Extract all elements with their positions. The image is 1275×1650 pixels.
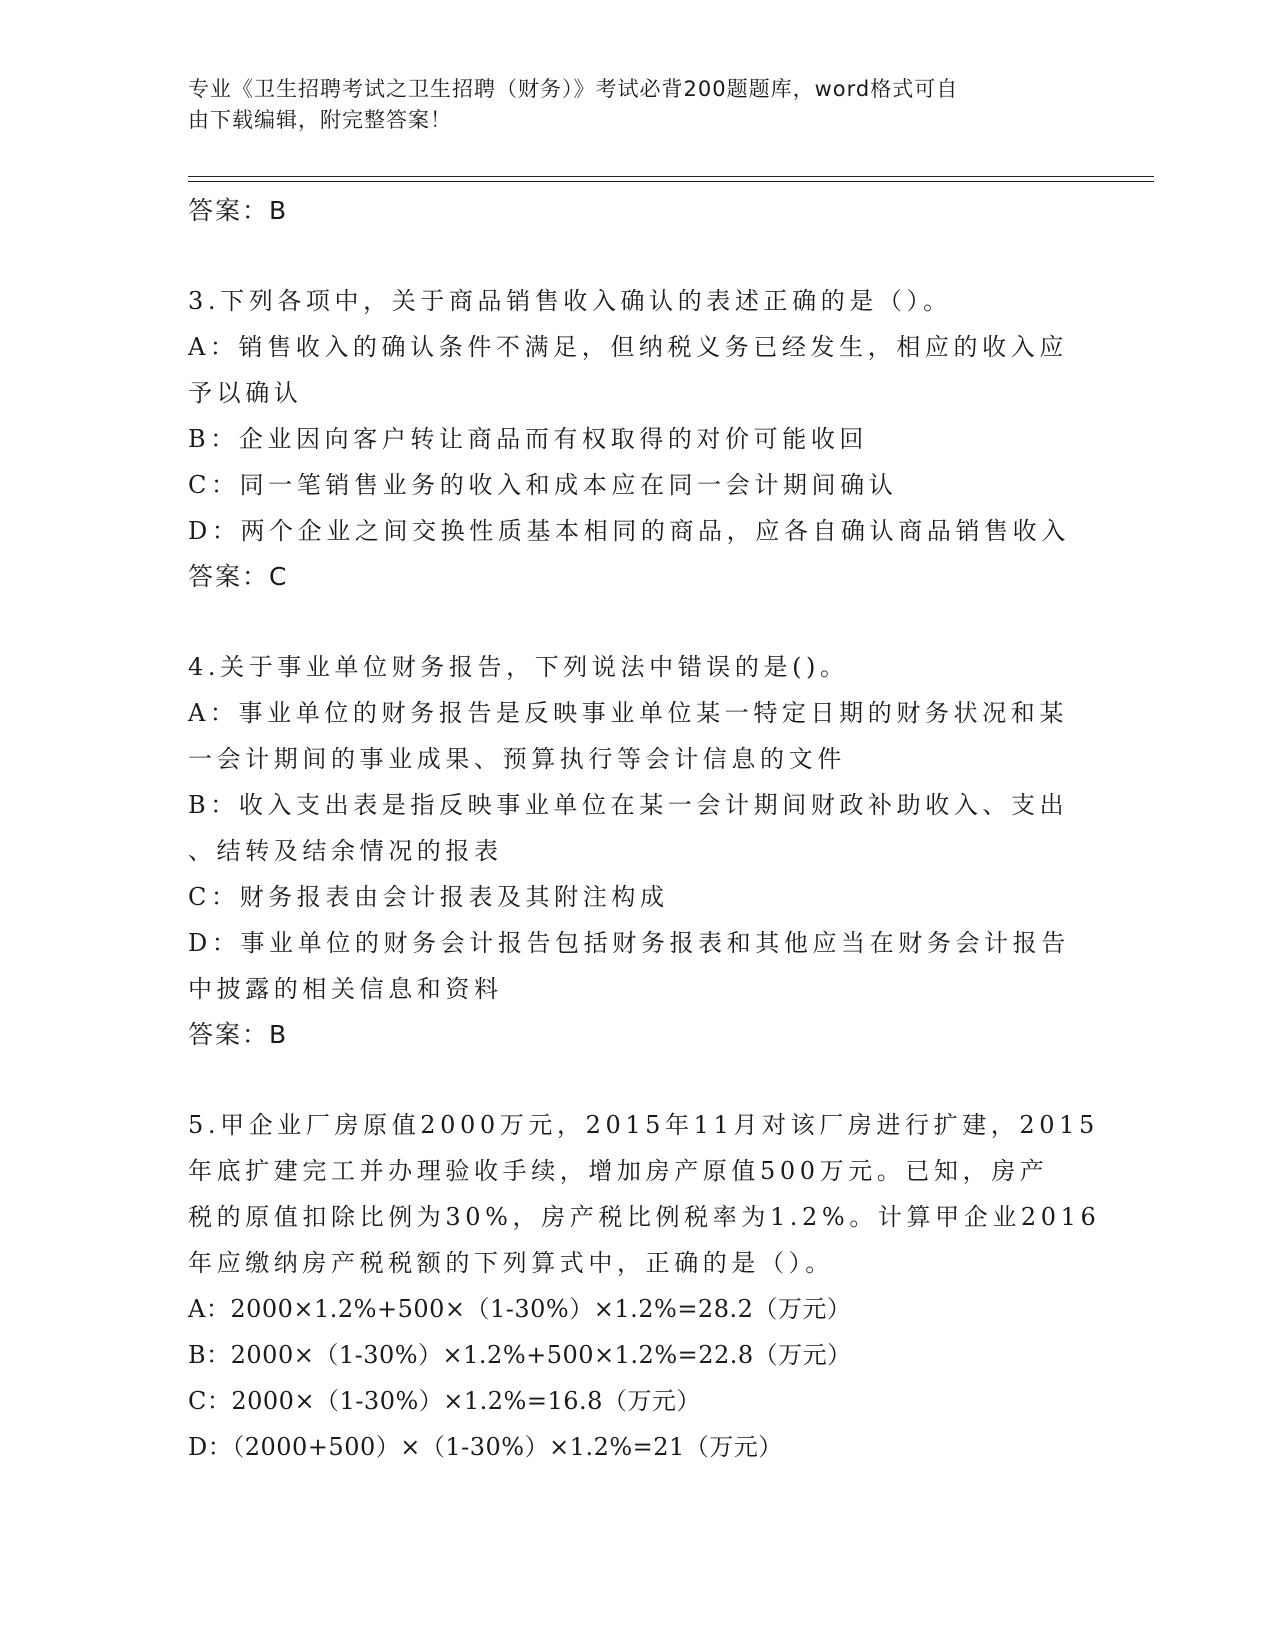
document-body [188, 188, 1101, 1470]
spacer [188, 234, 1088, 278]
question-stem: 4.关于事业单位财务报告，下列说法中错误的是()。 [188, 653, 849, 681]
question-stem-continued: 年底扩建完工并办理验收手续，增加房产原值500万元。已知，房产 [188, 1157, 1049, 1185]
option-a-continued: 予以确认 [188, 379, 303, 407]
option-b: B：收入支出表是指反映事业单位在某一会计期间财政补助收入、支出 [188, 791, 1069, 819]
question-stem-continued: 年应缴纳房产税税额的下列算式中，正确的是（）。 [188, 1249, 834, 1277]
header-line-2: 由下载编辑，附完整答案！ [188, 108, 452, 132]
option-a-continued: 一会计期间的事业成果、预算执行等会计信息的文件 [188, 745, 846, 773]
answer: 答案：C [188, 562, 289, 591]
option-d: D：事业单位的财务会计报告包括财务报表和其他应当在财务会计报告 [188, 929, 1070, 957]
spacer [188, 600, 1088, 644]
spacer [188, 1058, 1088, 1102]
option-c: C：同一笔销售业务的收入和成本应在同一会计期间确认 [188, 471, 898, 499]
option-b: B：企业因向客户转让商品而有权取得的对价可能收回 [188, 425, 869, 453]
document-header [188, 74, 1068, 136]
option-c: C：2000×（1-30%）×1.2%=16.8（万元） [188, 1387, 701, 1415]
question-stem: 5.甲企业厂房原值2000万元，2015年11月对该厂房进行扩建，2015 [188, 1111, 1099, 1139]
question-stem-continued: 税的原值扣除比例为30%，房产税比例税率为1.2%。计算甲企业2016 [188, 1203, 1101, 1231]
header-rule-bottom [188, 181, 1154, 182]
question-stem: 3.下列各项中，关于商品销售收入确认的表述正确的是（）。 [188, 287, 952, 315]
option-b-continued: 、结转及结余情况的报表 [188, 837, 503, 865]
answer: 答案：B [188, 1020, 289, 1049]
option-d-continued: 中披露的相关信息和资料 [188, 975, 503, 1003]
question-5 [188, 1102, 1101, 1470]
option-b: B：2000×（1-30%）×1.2%+500×1.2%=22.8（万元） [188, 1341, 852, 1369]
question-4 [188, 644, 1088, 1058]
option-a: A：事业单位的财务报告是反映事业单位某一特定日期的财务状况和某 [188, 699, 1068, 727]
header-line-1: 专业《卫生招聘考试之卫生招聘（财务）》考试必背200题题库，word格式可自 [188, 77, 959, 101]
option-d: D：两个企业之间交换性质基本相同的商品，应各自确认商品销售收入 [188, 517, 1070, 545]
previous-answer: 答案：B [188, 196, 289, 225]
option-c: C：财务报表由会计报表及其附注构成 [188, 883, 669, 911]
option-a: A：2000×1.2%+500×（1-30%）×1.2%=28.2（万元） [188, 1295, 852, 1323]
question-3 [188, 278, 1088, 600]
option-a: A：销售收入的确认条件不满足，但纳税义务已经发生，相应的收入应 [188, 333, 1068, 361]
option-d: D：（2000+500）×（1-30%）×1.2%=21（万元） [188, 1433, 783, 1461]
header-rule-top [188, 176, 1154, 177]
